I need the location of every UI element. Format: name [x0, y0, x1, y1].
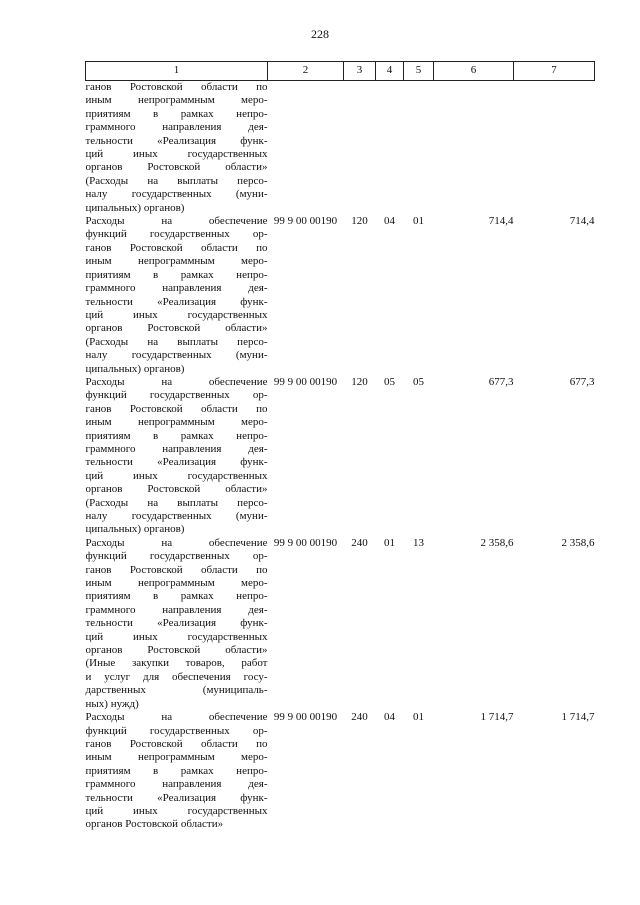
header-col-6: 6 [434, 62, 514, 81]
description-line: приятиям в рамках непро- [85, 764, 268, 777]
description-line: ций иных государственных [85, 148, 268, 161]
description-line: Расходы на обеспечение [85, 375, 268, 388]
header-col-2: 2 [268, 62, 344, 81]
header-col-3: 3 [344, 62, 376, 81]
amount-col-7 [514, 81, 595, 216]
description-line: органов Ростовской области» [85, 322, 268, 335]
header-col-1: 1 [86, 62, 268, 81]
description-line: (Расходы на выплаты персо- [85, 496, 268, 509]
table-row [86, 81, 595, 216]
description-line: органов Ростовской области» [85, 644, 268, 657]
target-article-code: 99 9 00 00190 [273, 711, 338, 724]
description-line: граммного направления дея- [85, 603, 268, 616]
description-line: иным непрограммным меро- [85, 416, 268, 429]
description-line: функций государственных ор- [85, 389, 268, 402]
description-line: органов Ростовской области» [85, 818, 224, 831]
description-line: ганов Ростовской области по [85, 81, 268, 93]
row-description [86, 376, 268, 537]
target-article-code: 99 9 00 00190 [273, 215, 338, 228]
description-line: тельности «Реализация функ- [85, 617, 268, 630]
description-line: ций иных государственных [85, 630, 268, 643]
description-line: ций иных государственных [85, 804, 268, 817]
description-line: (Расходы на выплаты персо- [85, 174, 268, 187]
amount-col-7: 714,4 [569, 215, 595, 228]
table-body [86, 81, 595, 832]
description-line: дарственных (муниципаль- [85, 684, 268, 697]
description-line: органов Ростовской области» [85, 161, 268, 174]
description-line: иным непрограммным меро- [85, 577, 268, 590]
table-header [86, 62, 595, 81]
description-line: ципальных) органов) [85, 362, 185, 375]
header-col-7: 7 [514, 62, 595, 81]
description-line: тельности «Реализация функ- [85, 791, 268, 804]
header-col-4: 4 [376, 62, 404, 81]
header-col-5: 5 [404, 62, 434, 81]
table-row [86, 215, 595, 376]
amount-col-6 [434, 81, 514, 216]
subsection-code: 13 [413, 536, 424, 549]
section-code: 05 [384, 375, 395, 388]
expense-type-code: 120 [351, 375, 368, 388]
section-code [376, 81, 404, 216]
section-code: 01 [384, 536, 395, 549]
budget-table [85, 61, 595, 832]
description-line: органов Ростовской области» [85, 483, 268, 496]
description-line: ципальных) органов) [85, 201, 185, 214]
description-line: ций иных государственных [85, 469, 268, 482]
description-line: граммного направления дея- [85, 121, 268, 134]
page-number: 228 [311, 27, 329, 41]
description-line: (Расходы на выплаты персо- [85, 335, 268, 348]
table-row [86, 376, 595, 537]
description-line: ганов Ростовской области по [85, 737, 268, 750]
amount-col-6: 677,3 [488, 375, 514, 388]
description-line: ных) нужд) [85, 697, 139, 710]
row-description [86, 215, 268, 376]
table-row [86, 537, 595, 711]
description-line: приятиям в рамках непро- [85, 590, 268, 603]
description-line: тельности «Реализация функ- [85, 456, 268, 469]
description-line: граммного направления дея- [85, 778, 268, 791]
row-description [86, 81, 268, 216]
subsection-code [404, 81, 434, 216]
description-line: приятиям в рамках непро- [85, 429, 268, 442]
subsection-code: 05 [413, 375, 424, 388]
amount-col-6: 2 358,6 [480, 536, 514, 549]
expense-type-code: 120 [351, 215, 368, 228]
description-line: ципальных) органов) [85, 523, 185, 536]
expense-type-code [344, 81, 376, 216]
expense-type-code: 240 [351, 711, 368, 724]
amount-col-7: 677,3 [569, 375, 595, 388]
description-line: тельности «Реализация функ- [85, 134, 268, 147]
description-line: иным непрограммным меро- [85, 94, 268, 107]
table-row [86, 711, 595, 832]
description-line: граммного направления дея- [85, 442, 268, 455]
target-article-code [268, 81, 344, 216]
target-article-code: 99 9 00 00190 [273, 536, 338, 549]
description-line: налу государственных (муни- [85, 188, 268, 201]
row-description [86, 711, 268, 832]
section-code: 04 [384, 711, 395, 724]
description-line: Расходы на обеспечение [85, 536, 268, 549]
amount-col-6: 714,4 [488, 215, 514, 228]
description-line: Расходы на обеспечение [85, 711, 268, 724]
description-line: граммного направления дея- [85, 282, 268, 295]
amount-col-7: 2 358,6 [561, 536, 595, 549]
description-line: и услуг для обеспечения госу- [85, 670, 268, 683]
description-line: налу государственных (муни- [85, 510, 268, 522]
row-description [86, 537, 268, 711]
description-line: ганов Ростовской области по [85, 402, 268, 415]
description-line: Расходы на обеспечение [85, 215, 268, 228]
description-line: налу государственных (муни- [85, 349, 268, 362]
description-line: приятиям в рамках непро- [85, 268, 268, 281]
amount-col-6: 1 714,7 [480, 711, 514, 724]
amount-col-7: 1 714,7 [561, 711, 595, 724]
expense-type-code: 240 [351, 536, 368, 549]
description-line: ганов Ростовской области по [85, 563, 268, 576]
description-line: ганов Ростовской области по [85, 241, 268, 254]
subsection-code: 01 [413, 711, 424, 724]
description-line: (Иные закупки товаров, работ [85, 657, 268, 670]
description-line: ций иных государственных [85, 308, 268, 321]
description-line: функций государственных ор- [85, 724, 268, 737]
target-article-code: 99 9 00 00190 [273, 375, 338, 388]
description-line: функций государственных ор- [85, 228, 268, 241]
subsection-code: 01 [413, 215, 424, 228]
description-line: приятиям в рамках непро- [85, 107, 268, 120]
description-line: тельности «Реализация функ- [85, 295, 268, 308]
description-line: иным непрограммным меро- [85, 255, 268, 268]
section-code: 04 [384, 215, 395, 228]
description-line: функций государственных ор- [85, 550, 268, 563]
header-row [86, 62, 595, 81]
description-line: иным непрограммным меро- [85, 751, 268, 764]
